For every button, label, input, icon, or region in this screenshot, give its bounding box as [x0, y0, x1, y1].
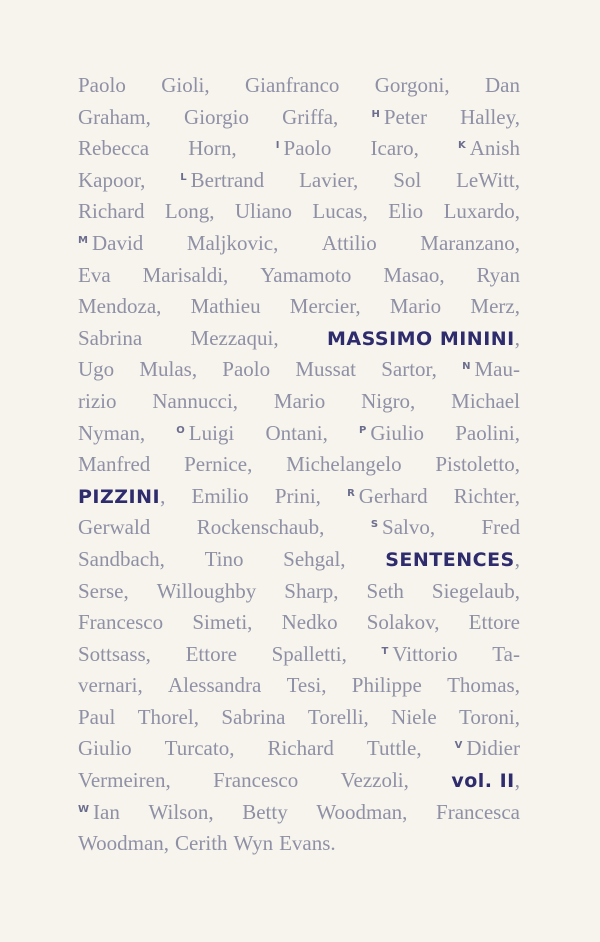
word [272, 639, 347, 671]
word-text: Mercier, [289, 294, 361, 319]
word-text: Siegelaub, [431, 578, 520, 603]
index-letter: V [454, 740, 463, 752]
word-text: Attilio [321, 230, 377, 255]
word [78, 260, 111, 292]
text-line [78, 828, 520, 860]
highlighted-name [451, 765, 520, 798]
word [284, 576, 338, 608]
word-text: Paolo [283, 136, 332, 161]
word-text: Ugo [78, 357, 115, 382]
word-text: Giorgio [184, 104, 249, 129]
word [221, 702, 285, 734]
word [161, 70, 209, 102]
word [460, 102, 520, 134]
word-text: Paolo [78, 73, 126, 97]
word-text: Paolini, [455, 420, 520, 445]
word [388, 196, 423, 228]
word-text: David [91, 230, 144, 255]
word [78, 291, 161, 323]
text-line [78, 797, 520, 829]
word [78, 102, 151, 134]
text-line [78, 291, 520, 323]
punctuation: , [160, 483, 166, 508]
text-line [78, 323, 520, 355]
word [78, 133, 149, 165]
word-text: Ettore [468, 610, 520, 635]
word-text: Paolo [222, 357, 271, 382]
word-text: Salvo, [382, 515, 436, 540]
word-text: vernari, [78, 673, 143, 698]
text-line [78, 228, 520, 260]
word [78, 418, 145, 450]
word-text: Anish [469, 136, 520, 161]
word-text: Francesco [213, 768, 299, 793]
word-text: Graham, [78, 104, 151, 129]
word [78, 639, 151, 671]
word-text: Sol [393, 167, 422, 192]
word [191, 291, 261, 323]
word [78, 165, 145, 197]
word [165, 196, 215, 228]
word [312, 196, 367, 228]
word-text: Peter [383, 104, 427, 129]
word [78, 733, 132, 765]
word [382, 639, 458, 675]
word [485, 70, 520, 102]
word-text: Sandbach, [78, 546, 165, 571]
word [152, 386, 238, 418]
index-letter: P [359, 424, 367, 436]
text-line [78, 418, 520, 450]
text-line [78, 765, 520, 797]
word-text: rizio [78, 388, 117, 413]
word-text: Manfred [78, 452, 151, 477]
word [361, 386, 415, 418]
word [188, 133, 236, 165]
word [352, 670, 422, 702]
word-text: Rebecca [78, 136, 150, 161]
word-text: Gerwald [78, 515, 151, 540]
word [149, 797, 214, 829]
word-text: Sabrina [221, 704, 286, 729]
word-text: Michelangelo [286, 452, 402, 477]
word-text: Ryan [476, 262, 520, 287]
text-line [78, 165, 520, 197]
punctuation: , [514, 546, 520, 571]
word [274, 386, 325, 418]
word-text: Thorel, [137, 704, 199, 729]
index-letter: H [371, 108, 380, 120]
text-line [78, 449, 520, 481]
word-text: Ontani, [265, 420, 328, 445]
word [245, 70, 339, 102]
word-text: Mezzaqui, [190, 325, 279, 350]
word [157, 576, 256, 608]
word-text: Pistoletto, [435, 452, 520, 477]
word [78, 196, 144, 228]
word [283, 544, 345, 576]
word-text: Richard [267, 736, 334, 761]
word-text: Emilio [191, 483, 249, 508]
word-text: Ian [93, 799, 120, 824]
word-text: Griffa, [282, 104, 339, 129]
word [381, 354, 437, 386]
word [371, 512, 435, 548]
word [286, 449, 401, 481]
word [435, 449, 520, 481]
highlighted-name [327, 323, 520, 356]
word-text: Mussat [295, 357, 357, 382]
text-line [78, 607, 520, 639]
word [78, 386, 116, 418]
word-text: Nyman, [78, 420, 146, 445]
word [367, 733, 422, 765]
word-text: Rockenschaub, [196, 515, 325, 540]
word-text: Icaro, [370, 136, 419, 161]
word [375, 70, 450, 102]
word-text: Mario [273, 388, 326, 413]
word [282, 607, 338, 639]
word-text: Sottsass, [78, 641, 151, 666]
word-text: Michael [451, 388, 520, 413]
word [451, 386, 520, 418]
word [455, 418, 520, 450]
word [180, 165, 264, 201]
text-line [78, 544, 520, 576]
word [347, 481, 428, 517]
punctuation: , [514, 325, 520, 350]
word [143, 260, 229, 292]
text-line [78, 733, 520, 765]
text-line [78, 102, 520, 134]
word-text: Horn, [188, 136, 237, 161]
word [290, 291, 361, 323]
word [138, 702, 199, 734]
text-line [78, 702, 520, 734]
word [191, 323, 279, 355]
word [462, 354, 520, 390]
word-text: Wilson, [148, 799, 214, 824]
word [242, 797, 288, 829]
word [299, 165, 358, 197]
word [192, 481, 249, 513]
word-text: Didier [466, 736, 520, 761]
word-text: Torelli, [307, 704, 369, 729]
word [192, 607, 252, 639]
word [184, 449, 252, 481]
word-text: Vezzoli, [340, 768, 409, 793]
word-text: Luigi [188, 420, 235, 445]
word-text: Merz, [470, 294, 520, 319]
word [470, 291, 520, 323]
word-text: Betty [242, 799, 288, 824]
index-letter: M [78, 234, 88, 246]
word [359, 418, 424, 454]
word [367, 607, 440, 639]
word-text: Maranzano, [420, 230, 520, 255]
word-text: Nannucci, [152, 388, 239, 413]
word-text: Mendoza, [78, 294, 162, 319]
text-line [78, 512, 520, 544]
word-text: Marisaldi, [142, 262, 229, 287]
punctuation: , [514, 768, 520, 793]
word-text: Uliano [234, 199, 292, 224]
index-letter: O [176, 424, 185, 436]
word [275, 481, 321, 513]
text-line [78, 386, 520, 418]
word-text: Lavier, [299, 167, 359, 192]
word-text: Mario [389, 294, 442, 319]
word-text: Richter, [453, 483, 520, 508]
word-text: Nedko [281, 610, 338, 635]
word [222, 354, 270, 386]
word [213, 765, 298, 797]
word-text: Sehgal, [283, 546, 346, 571]
word [184, 102, 249, 134]
word-text: Gianfranco [244, 73, 340, 97]
word-text: Pernice, [184, 452, 253, 477]
highlighted-name [78, 481, 165, 514]
word-text: Ta- [492, 641, 520, 666]
word-text: Richard [78, 199, 145, 224]
word-text: Francesca [436, 799, 520, 824]
word [371, 133, 419, 165]
word-text: Mau- [474, 357, 520, 382]
word-text: Tesi, [286, 673, 327, 698]
word [393, 165, 421, 197]
highlight-text: MASSIMO MININI [326, 327, 515, 350]
word-text: Long, [164, 199, 215, 224]
word-text: Solakov, [366, 610, 440, 635]
text-line [78, 354, 520, 386]
word-text: Kapoor, [78, 167, 146, 192]
word-text: Turcato, [164, 736, 235, 761]
word [282, 102, 338, 134]
word-text: Gorgoni, [374, 73, 450, 97]
index-letter: S [370, 519, 379, 531]
word-text: Willoughby [156, 578, 257, 603]
word [316, 797, 407, 829]
word [235, 196, 292, 228]
word [371, 102, 427, 138]
word [279, 828, 336, 860]
word [322, 228, 377, 260]
highlighted-name [385, 544, 520, 577]
word-text: Tino [204, 546, 244, 571]
word-text: Simeti, [192, 610, 253, 635]
word-text: Serse, [78, 578, 129, 603]
word-text: Masao, [383, 262, 445, 287]
word-text: Thomas, [447, 673, 520, 698]
word [78, 828, 169, 860]
text-line [78, 133, 520, 165]
word-text: Lucas, [312, 199, 368, 224]
word [436, 797, 520, 829]
word [78, 702, 115, 734]
word-text: Woodman, [78, 831, 170, 856]
word-text: Sartor, [381, 357, 437, 382]
word [308, 702, 369, 734]
word-text: Mathieu [190, 294, 261, 319]
word [276, 133, 332, 169]
word [383, 260, 444, 292]
text-line [78, 481, 520, 513]
word-text: Giulio [370, 420, 425, 445]
text-line [78, 639, 520, 671]
word [139, 354, 197, 386]
word-text: Eva [78, 262, 111, 287]
word-text: Gerhard [358, 483, 428, 508]
index-letter: I [275, 140, 280, 152]
word [175, 828, 228, 860]
word-text: Sabrina [78, 325, 143, 350]
word [197, 512, 325, 544]
word [168, 670, 261, 702]
word [341, 765, 409, 797]
word [78, 607, 163, 639]
word [78, 449, 150, 481]
index-letter: R [347, 487, 355, 499]
word-text: Yamamoto [260, 262, 352, 287]
highlight-text: PIZZINI [78, 485, 161, 508]
highlight-text: SENTENCES [385, 548, 515, 571]
word [444, 196, 520, 228]
word-text: Cerith [175, 831, 228, 856]
word-text: Woodman, [316, 799, 408, 824]
word [267, 733, 333, 765]
word-text: Halley, [460, 104, 520, 129]
word-text: LeWitt, [456, 167, 520, 192]
text-line [78, 670, 520, 702]
text-line [78, 576, 520, 608]
word [205, 544, 244, 576]
word-text: Niele [391, 704, 437, 729]
word-text: Bertrand [190, 167, 265, 192]
word-text: Tuttle, [366, 736, 422, 761]
word [78, 354, 114, 386]
word-text: Dan [484, 73, 520, 97]
word [469, 607, 520, 639]
word [287, 670, 327, 702]
word [476, 260, 520, 292]
word [265, 418, 327, 450]
word [458, 133, 520, 169]
word-text: Gioli, [161, 73, 210, 97]
word-text: Francesco [78, 610, 164, 635]
word-text: Ettore [185, 641, 237, 666]
word [78, 797, 120, 833]
word [455, 733, 520, 769]
word [391, 702, 436, 734]
index-letter: L [180, 171, 187, 183]
word [492, 639, 520, 671]
word [165, 733, 235, 765]
word-text: Giulio [78, 736, 132, 761]
word [459, 702, 520, 734]
word [432, 576, 520, 608]
word-text: Toroni, [459, 704, 520, 729]
word [187, 228, 279, 260]
word [367, 576, 404, 608]
word [234, 828, 274, 860]
word-text: Luxardo, [443, 199, 520, 224]
word-text: Nigro, [361, 388, 416, 413]
word-text: Maljkovic, [186, 230, 279, 255]
word [78, 512, 150, 544]
text-line [78, 196, 520, 228]
word [78, 228, 143, 264]
word [186, 639, 237, 671]
word [454, 481, 520, 513]
word [260, 260, 351, 292]
word [78, 70, 126, 102]
word-text: Seth [366, 578, 404, 603]
word-text: Sharp, [284, 578, 339, 603]
index-letter: T [381, 645, 389, 657]
word-text: Spalletti, [271, 641, 347, 666]
word-text: Wyn [233, 831, 274, 856]
index-letter: N [462, 361, 471, 373]
word-text: Mulas, [139, 357, 198, 382]
word [295, 354, 356, 386]
word [390, 291, 441, 323]
word-text: Alessandra [167, 673, 262, 698]
index-letter: W [78, 803, 90, 815]
text-line [78, 260, 520, 292]
word [78, 765, 171, 797]
word [78, 323, 142, 355]
text-line [78, 70, 520, 102]
artist-name-list [78, 70, 520, 860]
highlight-text: vol. II [451, 770, 515, 793]
word-text: Vittorio [392, 641, 458, 666]
word-text: Prini, [274, 483, 321, 508]
word [420, 228, 520, 260]
word [456, 165, 520, 197]
word [78, 670, 143, 702]
word [176, 418, 234, 454]
word [482, 512, 521, 544]
word-text: Vermeiren, [78, 768, 171, 793]
word-text: Evans. [279, 831, 336, 856]
index-letter: K [458, 140, 466, 152]
word-text: Paul [78, 704, 116, 729]
word-text: Fred [481, 515, 520, 540]
word-text: Elio [388, 199, 424, 224]
word-text: Philippe [351, 673, 422, 698]
word [78, 544, 165, 576]
word [447, 670, 520, 702]
word [78, 576, 129, 608]
